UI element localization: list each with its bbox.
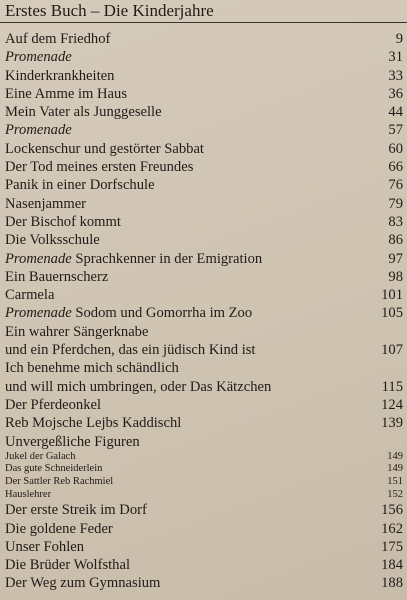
toc-entry — [0, 396, 407, 414]
toc-entry-text: Die Volksschule — [5, 232, 100, 249]
toc-entry-page: 57 — [388, 122, 403, 139]
toc-entry-page: 86 — [388, 232, 403, 249]
toc-entry-page: 124 — [381, 396, 403, 413]
toc-entry — [0, 140, 407, 158]
toc-entry-title — [5, 250, 262, 268]
toc-entry-text: Unvergeßliche Figuren — [5, 433, 140, 450]
toc-entry-page: 105 — [381, 305, 403, 322]
toc-entry-title — [5, 103, 162, 121]
toc-entry-prefix: Promenade — [5, 122, 72, 139]
toc-entry-title — [5, 67, 114, 85]
toc-entry — [0, 341, 407, 359]
toc-entry — [0, 304, 407, 322]
toc-entry-page: 149 — [387, 450, 403, 462]
toc-entry-title — [5, 195, 86, 213]
toc-entry-page: 149 — [387, 463, 403, 475]
toc-entry-page: 151 — [387, 476, 403, 488]
toc-entry-text: Sodom und Gomorrha im Zoo — [75, 305, 253, 322]
toc-entry — [0, 85, 407, 103]
toc-entry-title — [5, 396, 101, 414]
toc-entry-text: Der Bischof kommt — [5, 213, 121, 230]
toc-entry-text: Die goldene Feder — [5, 520, 113, 537]
toc-entry-title — [5, 378, 271, 396]
toc-entry-text: Der Weg zum Gymnasium — [5, 575, 161, 592]
toc-entry-page: 115 — [381, 378, 403, 395]
toc-entry-page: 44 — [388, 104, 403, 121]
toc-entry-title — [5, 520, 113, 538]
toc-entry-title — [5, 231, 100, 249]
toc-entry-page: 76 — [388, 177, 403, 194]
toc-entry — [0, 268, 407, 286]
toc-entry — [0, 195, 407, 213]
toc-entry-title — [5, 538, 84, 556]
toc-entry — [0, 489, 407, 502]
toc-entry-text: und will mich umbringen, oder Das Kätzchen — [5, 378, 272, 395]
toc-entry-text: Jukel der Galach — [5, 450, 76, 462]
toc-entry-title — [5, 140, 204, 158]
toc-entry-page: 152 — [387, 488, 403, 500]
toc-entry-page: 9 — [395, 31, 403, 47]
toc-entry — [0, 231, 407, 249]
toc-entry-page: 101 — [381, 287, 403, 304]
toc-entry-title — [5, 48, 72, 66]
toc-entry-page: 107 — [381, 342, 403, 359]
toc-entry-title — [5, 463, 102, 476]
toc-entry-text: und ein Pferdchen, das ein jüdisch Kind ist — [5, 342, 256, 359]
toc-entry — [0, 48, 407, 66]
toc-entry-title — [5, 489, 51, 502]
toc-entry — [0, 67, 407, 85]
toc-entry-page: 79 — [388, 195, 403, 212]
toc-entry-text: Eine Amme im Haus — [5, 85, 128, 102]
toc-entry-text: Kinderkrankheiten — [5, 67, 115, 84]
toc-entry-text: Der Pferdeonkel — [5, 396, 102, 413]
toc-entry-page: 97 — [388, 250, 403, 267]
toc-entry-text: Das gute Schneiderlein — [5, 463, 103, 475]
table-of-contents — [0, 30, 407, 593]
toc-entry-title — [5, 304, 252, 322]
toc-entry-title — [5, 158, 193, 176]
toc-entry — [0, 574, 407, 592]
toc-entry-prefix: Promenade — [5, 250, 72, 267]
section-title: Erstes Buch – Die Kinderjahre — [5, 1, 214, 20]
toc-entry-text: Unser Fohlen — [5, 538, 85, 555]
toc-entry-title — [5, 451, 76, 464]
toc-entry-title — [5, 341, 255, 359]
toc-entry — [0, 538, 407, 556]
toc-entry-text: Lockenschur und gestörter Sabbat — [5, 140, 204, 157]
toc-entry-text: Der Sattler Reb Rachmiel — [5, 476, 114, 488]
toc-entry-text: Die Brüder Wolfsthal — [5, 557, 131, 574]
section-divider — [0, 22, 407, 23]
toc-entry — [0, 176, 407, 194]
toc-entry-page: 156 — [381, 502, 403, 519]
toc-entry-page: 139 — [381, 415, 403, 432]
toc-entry-page: 31 — [388, 49, 403, 66]
toc-entry-title — [5, 176, 155, 194]
toc-entry-title — [5, 286, 54, 304]
toc-entry — [0, 476, 407, 489]
toc-entry — [0, 213, 407, 231]
toc-entry-text: Ein wahrer Sängerknabe — [5, 323, 149, 340]
toc-entry-text: Sprachkenner in der Emigration — [75, 250, 263, 267]
toc-entry-title — [5, 556, 130, 574]
toc-entry — [0, 414, 407, 432]
toc-entry — [0, 520, 407, 538]
toc-entry — [0, 121, 407, 139]
toc-entry — [0, 378, 407, 396]
toc-entry — [0, 286, 407, 304]
toc-entry-title — [5, 414, 181, 432]
toc-entry-title — [5, 213, 121, 231]
toc-entry — [0, 323, 407, 341]
toc-entry-page: 36 — [388, 85, 403, 102]
toc-entry-text: Nasenjammer — [5, 195, 87, 212]
toc-entry-text: Ich benehme mich schändlich — [5, 360, 179, 377]
toc-entry-text: Mein Vater als Junggeselle — [5, 104, 162, 121]
toc-entry — [0, 501, 407, 519]
toc-entry-text: Auf dem Friedhof — [5, 31, 111, 47]
toc-entry-page: 175 — [381, 538, 403, 555]
toc-entry-text: Carmela — [5, 287, 55, 304]
toc-entry-title — [5, 85, 127, 103]
toc-entry-page: 184 — [381, 557, 403, 574]
toc-entry-text: Ein Bauernscherz — [5, 268, 109, 285]
toc-entry-title — [5, 359, 179, 377]
toc-entry-title — [5, 323, 148, 341]
toc-entry — [0, 556, 407, 574]
toc-entry-title — [5, 476, 113, 489]
toc-entry-title — [5, 574, 160, 592]
toc-entry — [0, 30, 407, 48]
toc-entry — [0, 250, 407, 268]
toc-entry — [0, 359, 407, 377]
toc-entry-text: Hauslehrer — [5, 488, 52, 500]
toc-entry-title — [5, 30, 110, 48]
toc-entry — [0, 451, 407, 464]
toc-entry-page: 188 — [381, 575, 403, 592]
toc-entry-prefix: Promenade — [5, 305, 72, 322]
toc-entry-page: 60 — [388, 140, 403, 157]
toc-entry-text: Der erste Streik im Dorf — [5, 502, 147, 519]
toc-entry-title — [5, 268, 108, 286]
toc-entry-page: 83 — [388, 213, 403, 230]
toc-entry — [0, 433, 407, 451]
toc-entry-text: Der Tod meines ersten Freundes — [5, 159, 194, 176]
toc-entry-text: Panik in einer Dorfschule — [5, 177, 155, 194]
toc-entry-page: 98 — [388, 268, 403, 285]
toc-entry-page: 33 — [388, 67, 403, 84]
toc-entry-title — [5, 121, 72, 139]
toc-entry-prefix: Promenade — [5, 49, 72, 66]
toc-entry-title — [5, 501, 147, 519]
toc-entry — [0, 463, 407, 476]
toc-entry — [0, 103, 407, 121]
toc-entry-page: 66 — [388, 159, 403, 176]
toc-entry-text: Reb Mojsche Lejbs Kaddischl — [5, 415, 182, 432]
toc-entry — [0, 158, 407, 176]
toc-entry-page: 162 — [381, 520, 403, 537]
toc-entry-title — [5, 433, 140, 451]
